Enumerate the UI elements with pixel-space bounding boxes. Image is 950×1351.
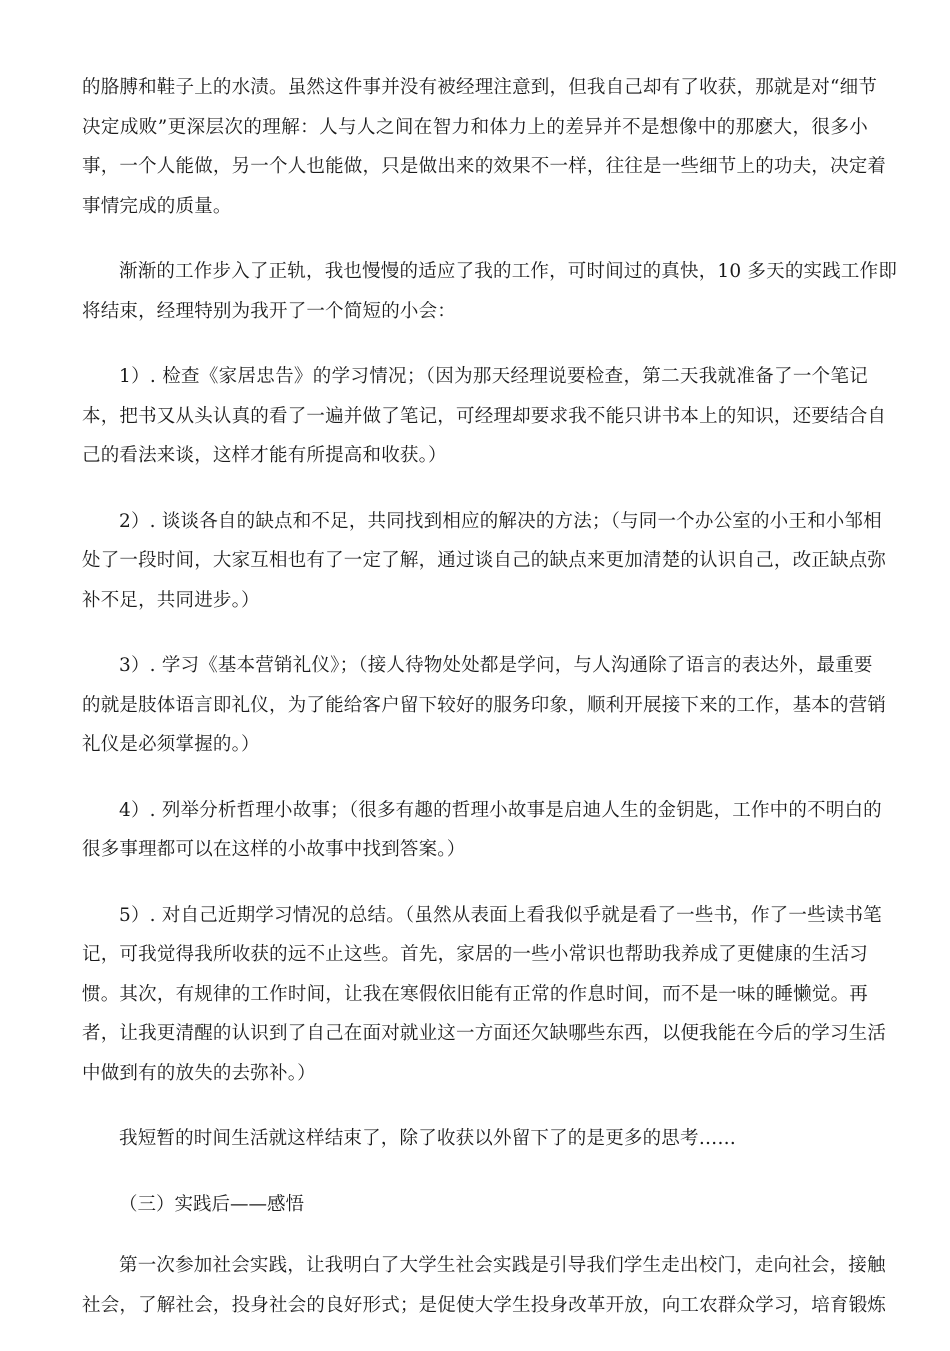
text-line: 第一次参加社会实践，让我明白了大学生社会实践是引导我们学生走出校门，走向社会，接触 xyxy=(119,1255,886,1276)
paragraph xyxy=(82,1119,868,1159)
text-line: 礼仪是必须掌握的。） xyxy=(82,734,260,755)
document-page xyxy=(82,68,898,1351)
text-line: 4）. 列举分析哲理小故事；（很多有趣的哲理小故事是启迪人生的金钥匙，工作中的不明白的 xyxy=(119,799,882,821)
text-line: 渐渐的工作步入了正轨，我也慢慢的适应了我的工作，可时间过的真快，10 多天的实践工作即 xyxy=(119,261,898,282)
text-line: 决定成败”更深层次的理解：人与人之间在智力和体力上的差异并不是想像中的那麽大，很多小 xyxy=(82,116,868,138)
text-line: 惯。其次，有规律的工作时间，让我在寒假依旧能有正常的作息时间，而不是一味的睡懒觉。再 xyxy=(82,983,868,1005)
text-line: 将结束，经理特别为我开了一个简短的小会： xyxy=(82,300,457,322)
text-line: 者，让我更清醒的认识到了自己在面对就业这一方面还欠缺哪些东西，以便我能在今后的学习生活 xyxy=(82,1023,887,1044)
paragraph xyxy=(82,1246,887,1325)
section-heading: （三）实践后——感悟 xyxy=(119,1193,305,1215)
text-line: 己的看法来谈，这样才能有所提高和收获。） xyxy=(82,445,447,466)
paragraph xyxy=(82,896,887,1094)
text-line: 事，一个人能做，另一个人也能做，只是做出来的效果不一样，往往是一些细节上的功夫，决定着 xyxy=(82,156,887,177)
text-line: 很多事理都可以在这样的小故事中找到答案。） xyxy=(82,839,466,860)
text-line: 3）. 学习《基本营销礼仪》；（接人待物处处都是学问，与人沟通除了语言的表达外，最重要 xyxy=(119,655,873,676)
paragraph xyxy=(82,502,887,621)
paragraph xyxy=(82,357,887,476)
text-line: 的胳膊和鞋子上的水渍。虽然这件事并没有被经理注意到，但我自己却有了收获，那就是对“细节 xyxy=(82,77,878,98)
text-line: 本，把书又从头认真的看了一遍并做了笔记，可经理却要求我不能只讲书本上的知识，还要结合自 xyxy=(82,405,887,427)
text-line: 记，可我觉得我所收获的远不止这些。首先，家居的一些小常识也帮助我养成了更健康的生活习 xyxy=(82,944,868,965)
text-line: 2）. 谈谈各自的缺点和不足，共同找到相应的解决的方法；（与同一个办公室的小王和小邹相 xyxy=(119,510,882,532)
paragraph xyxy=(82,791,882,870)
text-line: 事情完成的质量。 xyxy=(82,195,232,217)
text-line: 1）. 检查《家居忠告》的学习情况；（因为那天经理说要检查，第二天我就准备了一个笔记 xyxy=(119,366,868,387)
text-line: 的就是肢体语言即礼仪，为了能给客户留下较好的服务印象，顺利开展接下来的工作，基本的营销 xyxy=(82,694,887,716)
text-line: 补不足，共同进步。） xyxy=(82,589,260,611)
body-text xyxy=(82,68,898,1159)
paragraph xyxy=(82,68,887,226)
text-line: 中做到有的放失的去弥补。） xyxy=(82,1062,316,1084)
text-line: 5）. 对自己近期学习情况的总结。（虽然从表面上看我似乎就是看了一些书，作了一些读书笔 xyxy=(119,904,882,926)
paragraph xyxy=(82,252,898,331)
paragraph xyxy=(82,646,887,765)
closing-text xyxy=(82,1246,887,1325)
text-line: 社会，了解社会，投身社会的良好形式；是促使大学生投身改革开放，向工农群众学习，培育锻炼 xyxy=(82,1294,887,1316)
text-line: 我短暂的时间生活就这样结束了，除了收获以外留下了的是更多的思考…… xyxy=(119,1128,737,1149)
text-line: 处了一段时间，大家互相也有了一定了解，通过谈自己的缺点来更加清楚的认识自己，改正缺点弥 xyxy=(82,550,887,571)
